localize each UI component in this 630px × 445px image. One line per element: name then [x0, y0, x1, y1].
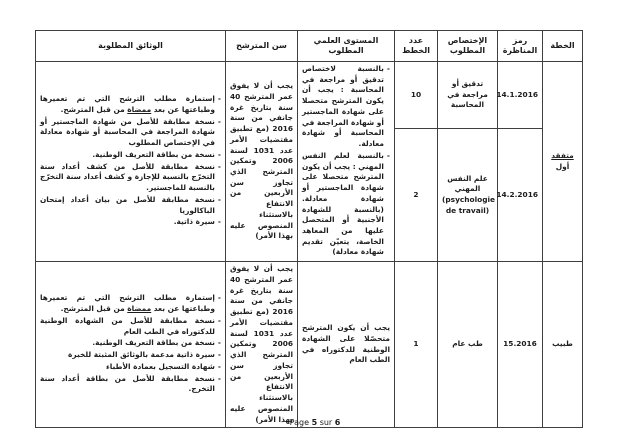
table-row: [36, 62, 583, 129]
bullet-dash: -: [386, 150, 390, 160]
academic-level-cell: [298, 262, 395, 428]
age-text: يجب أن لا يفوق عمر المترشح 40 سنة بتاريخ غرة جانفي من سنة 2016 (مع تطبيق مقتضيات الأمر عدد 1031 لسنة 2006 وتمكين المترشح الذي تجاوز سن الأربعين من الانتفاع بالاستثناء المنصوص عليه بهذا الأمر): [230, 264, 294, 424]
bullet-dash: -: [217, 194, 221, 204]
level-text: يجب أن يكون المترشح متحصّلا على الشهادة الوطنية للدكتوراه في الطب العام: [302, 323, 390, 365]
document-item-text: نسخة مطابقة للأصل من شهادة الماجستير أو شهادة المراجعة في المحاسبة أو شهادة معادلة في الإختصاص المطلوب: [40, 116, 215, 148]
bullet-dash: -: [217, 94, 221, 104]
bullet-dash: -: [217, 149, 221, 159]
positions-cell: 2: [395, 128, 438, 261]
bullet-dash: -: [217, 217, 221, 227]
header-plan: الخطة: [543, 31, 583, 62]
specialty-french: (psychologie de travail): [442, 194, 496, 215]
level-items-list: [302, 64, 390, 258]
document-item-text: نسخة مطابقة للأصل من الشهادة الوطنية للدكتوراه في الطب العام: [40, 315, 215, 336]
header-required-documents: الوثائق المطلوبة: [36, 31, 226, 62]
document-item-text: شهادة التسجيل بعمادة الأطباء: [105, 361, 215, 371]
bullet-dash: -: [217, 350, 221, 360]
plan-cell-doctor: طبيب: [543, 262, 583, 428]
age-text: يجب أن لا يفوق عمر المترشح 40 سنة بتاريخ غرة جانفي من سنة 2016 (مع تطبيق مقتضيات الأمر عدد 1031 لسنة 2006 وتمكين المترشح الذي تجاوز سن الأربعين من الانتفاع بالاستثناء المنصوص عليه بهذا الأمر): [230, 81, 294, 241]
specialty-cell: تدقيق أو مراجعة في المحاسبة: [438, 62, 498, 129]
header-candidate-age: سن المترشح: [226, 31, 298, 62]
document-item-text: نسخة مطابقة للأصل من بيان أعداد إمتحان الباكالوريا: [40, 194, 215, 215]
document-item-text: نسخة من بطاقة التعريف الوطنية.: [92, 338, 215, 348]
table-header-row: [36, 31, 583, 62]
academic-level-cell: [298, 62, 395, 262]
bullet-dash: -: [217, 116, 221, 126]
header-specialty: الإختصاص المطلوب: [438, 31, 498, 62]
footer-page-number: 5: [311, 418, 318, 427]
table-row: [36, 262, 583, 428]
document-item-text: سيرة ذاتية.: [173, 217, 215, 227]
bullet-dash: -: [217, 373, 221, 383]
document-item-text: سيرة ذاتية مدعمة بالوثائق المثبتة للخبرة: [68, 350, 215, 360]
specialty-arabic: علم النفس المهني: [447, 173, 488, 194]
documents-list: [40, 94, 221, 228]
documents-cell: [36, 62, 226, 262]
bullet-dash: -: [217, 315, 221, 325]
code-cell: 14.1.2016: [498, 62, 543, 129]
documents-cell: [36, 262, 226, 428]
code-cell: 14.2.2016: [498, 128, 543, 261]
code-cell: 15.2016: [498, 262, 543, 428]
document-item-text: نسخة مطابقة للأصل من بطاقة أعداد سنة التخرج.: [40, 373, 215, 394]
header-positions-count: عدد الخطط: [395, 31, 438, 62]
header-academic-level: المستوى العلمي المطلوب: [298, 31, 395, 62]
age-requirement-cell: [226, 62, 298, 262]
plan-word-1: متفقد: [551, 150, 574, 160]
specialty-cell: [438, 128, 498, 261]
level-item-text: بالنسبة لاختصاص تدقيق أو مراجعة في المحاسبة : يجب أن يكون المترشح متحصلا على شهادة الماجستير أو شهادة المراجعة في المحاسبة أو شهادة معادلة.: [302, 64, 384, 149]
plan-cell-inspector: [543, 62, 583, 262]
positions-cell: 10: [395, 62, 438, 129]
document-item-text: نسخة من بطاقة التعريف الوطنية.: [92, 149, 215, 159]
recruitment-table: [35, 30, 583, 428]
bullet-dash: -: [217, 293, 221, 303]
age-requirement-cell: [226, 262, 298, 428]
header-competition-code: رمز المناظرة: [498, 31, 543, 62]
level-item-text: بالنسبة لعلم النفس المهني : يجب أن يكون المترشح متحصلا على شهادة الماجستير أو شهادة معادلة. (بالنسبة للشهادة الأجنبية أو المتحصل عليها من المعاهد الخاصة، يتعيّن تقديم شهادة معادلة): [302, 150, 384, 257]
plan-word-2: أول: [555, 161, 570, 171]
footer-middle: sur: [319, 418, 333, 427]
bullet-dash: -: [217, 338, 221, 348]
document-item-text: إستمارة مطلب الترشح التي تم تعميرها وطباعتها عن بعد ممضاة من قبل المترشح.: [40, 293, 215, 314]
specialty-cell: طب عام: [438, 262, 498, 428]
positions-cell: 1: [395, 262, 438, 428]
bullet-dash: -: [217, 161, 221, 171]
bullet-dash: -: [217, 361, 221, 371]
documents-list: [40, 293, 221, 395]
document-item-text: إستمارة مطلب الترشح التي تم تعميرها وطباعتها عن بعد ممضاة من قبل المترشح.: [40, 94, 215, 114]
bullet-dash: -: [386, 64, 390, 73]
page-footer: [0, 418, 630, 427]
document-item-text: نسخة مطابقة للأصل من كشف أعداد سنة التخرّج بالنسبة للإجازة و كشف أعداد سنة التخرّج بالنسبة للماجستير.: [40, 161, 215, 193]
footer-total-pages: 6: [334, 418, 341, 427]
footer-prefix: Page: [289, 418, 310, 427]
